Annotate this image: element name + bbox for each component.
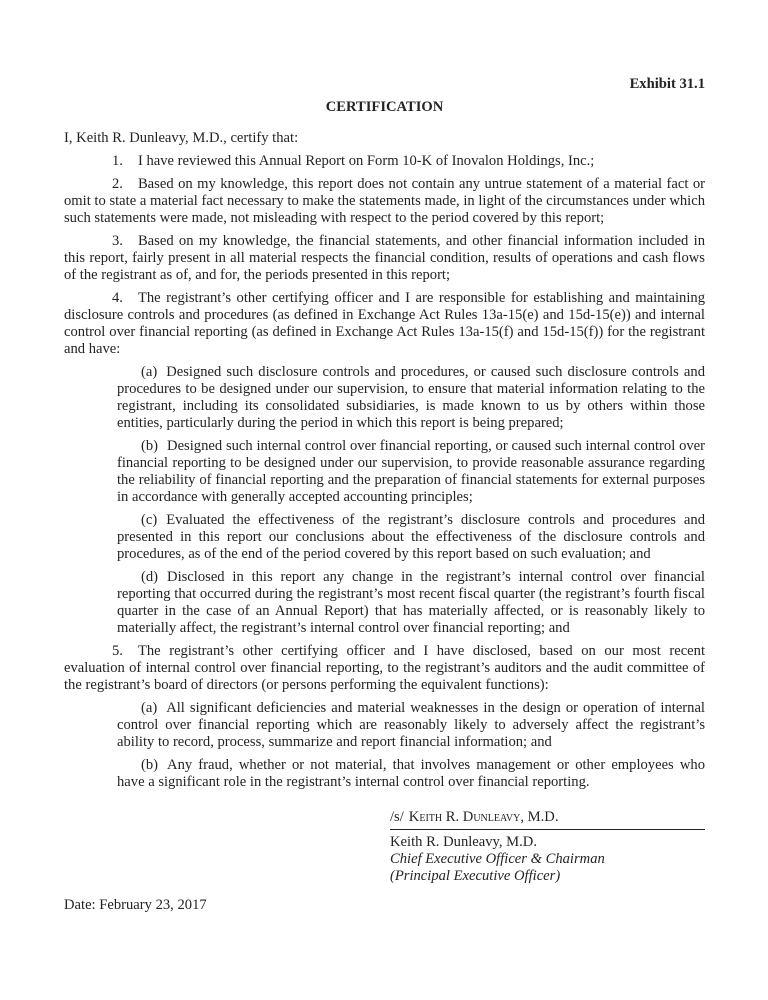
subitem-text: Disclosed in this report any change in the registrant’s internal control over financial reporting that occurred during the registrant’s most recent fiscal quarter (the registrant’s fourth fiscal quarter in the case of an Annual Report) that has materially affected, or is reasonably likely to materially affect, the registrant’s internal control over financial reporting; and [117, 569, 705, 636]
item-number: 1. [112, 153, 123, 169]
certification-item-2 [64, 176, 705, 227]
subitem-text: Evaluated the effectiveness of the registrant’s disclosure controls and procedures and presented in this report our conclusions about the effectiveness of the disclosure controls and procedures, as of the end of the period covered by this report based on such evaluation; and [117, 512, 705, 562]
certification-item-1 [64, 153, 705, 170]
signature-signed-name: Keith R. Dunleavy, M.D. [408, 809, 559, 825]
subitem-letter: (a) [141, 364, 158, 380]
subitem-text: Designed such internal control over financial reporting, or caused such internal control over financial reporting to be designed under our supervision, to provide reasonable assurance regarding the reliability of financial reporting and the preparation of financial statements for external purposes in accordance with generally accepted accounting principles; [117, 438, 705, 505]
signature-printed-name: Keith R. Dunleavy, M.D. [390, 834, 537, 850]
subitem-letter: (b) [141, 757, 159, 773]
certification-intro: I, Keith R. Dunleavy, M.D., certify that: [64, 130, 299, 146]
certification-item-5 [64, 643, 705, 694]
item-text: The registrant’s other certifying officer and I have disclosed, based on our most recent evaluation of internal control over financial reporting, to the registrant’s auditors and the audit committee of the registrant’s board of directors (or persons performing the equivalent functions): [64, 643, 705, 693]
certification-item-4d [117, 569, 705, 637]
certification-item-4 [64, 290, 705, 358]
document-title: CERTIFICATION [325, 99, 444, 115]
subitem-letter: (d) [141, 569, 159, 585]
item-number: 3. [112, 233, 123, 249]
subitem-text: All significant deficiencies and material weaknesses in the design or operation of internal control over financial reporting which are reasonably likely to adversely affect the registrant’s ability to record, process, summarize and report financial information; and [117, 700, 705, 750]
signature-block [390, 809, 705, 885]
certification-item-5a [117, 700, 705, 751]
item-text: Based on my knowledge, this report does not contain any untrue statement of a material fact or omit to state a material fact necessary to make the statements made, in light of the circumstances under which such statements were made, not misleading with respect to the period covered by this report; [64, 176, 705, 226]
exhibit-label: Exhibit 31.1 [629, 76, 705, 92]
item-text: Based on my knowledge, the financial statements, and other financial information included in this report, fairly present in all material respects the financial condition, results of operations and cash flows of the registrant as of, and for, the periods presented in this report; [64, 233, 705, 283]
signature-slash-prefix: /s/ [390, 809, 404, 825]
certification-item-3 [64, 233, 705, 284]
item-number: 4. [112, 290, 123, 306]
certification-item-4b [117, 438, 705, 506]
subitem-letter: (a) [141, 700, 158, 716]
item-text: The registrant’s other certifying officer and I are responsible for establishing and maintaining disclosure controls and procedures (as defined in Exchange Act Rules 13a-15(e) and 15d-15(e)) and internal control over financial reporting (as defined in Exchange Act Rules 13a-15(f) and 15d-15(f)) for the registrant and have: [64, 290, 705, 357]
signature-line [390, 809, 705, 830]
subitem-text: Any fraud, whether or not material, that involves management or other employees who have a significant role in the registrant’s internal control over financial reporting. [117, 757, 705, 790]
signature-title: Chief Executive Officer & Chairman [390, 851, 605, 867]
subitem-letter: (c) [141, 512, 158, 528]
certification-item-5b [117, 757, 705, 791]
item-number: 5. [112, 643, 123, 659]
item-text: I have reviewed this Annual Report on Form 10-K of Inovalon Holdings, Inc.; [137, 153, 595, 169]
subitem-letter: (b) [141, 438, 159, 454]
subitem-text: Designed such disclosure controls and procedures, or caused such disclosure controls and procedures to be designed under our supervision, to ensure that material information relating to the registrant, including its consolidated subsidiaries, is made known to us by others within those entities, particularly during the period in which this report is being prepared; [117, 364, 705, 431]
certification-item-4c [117, 512, 705, 563]
signature-subtitle: (Principal Executive Officer) [390, 868, 561, 884]
certification-item-4a [117, 364, 705, 432]
date-line: Date: February 23, 2017 [64, 897, 207, 913]
item-number: 2. [112, 176, 123, 192]
